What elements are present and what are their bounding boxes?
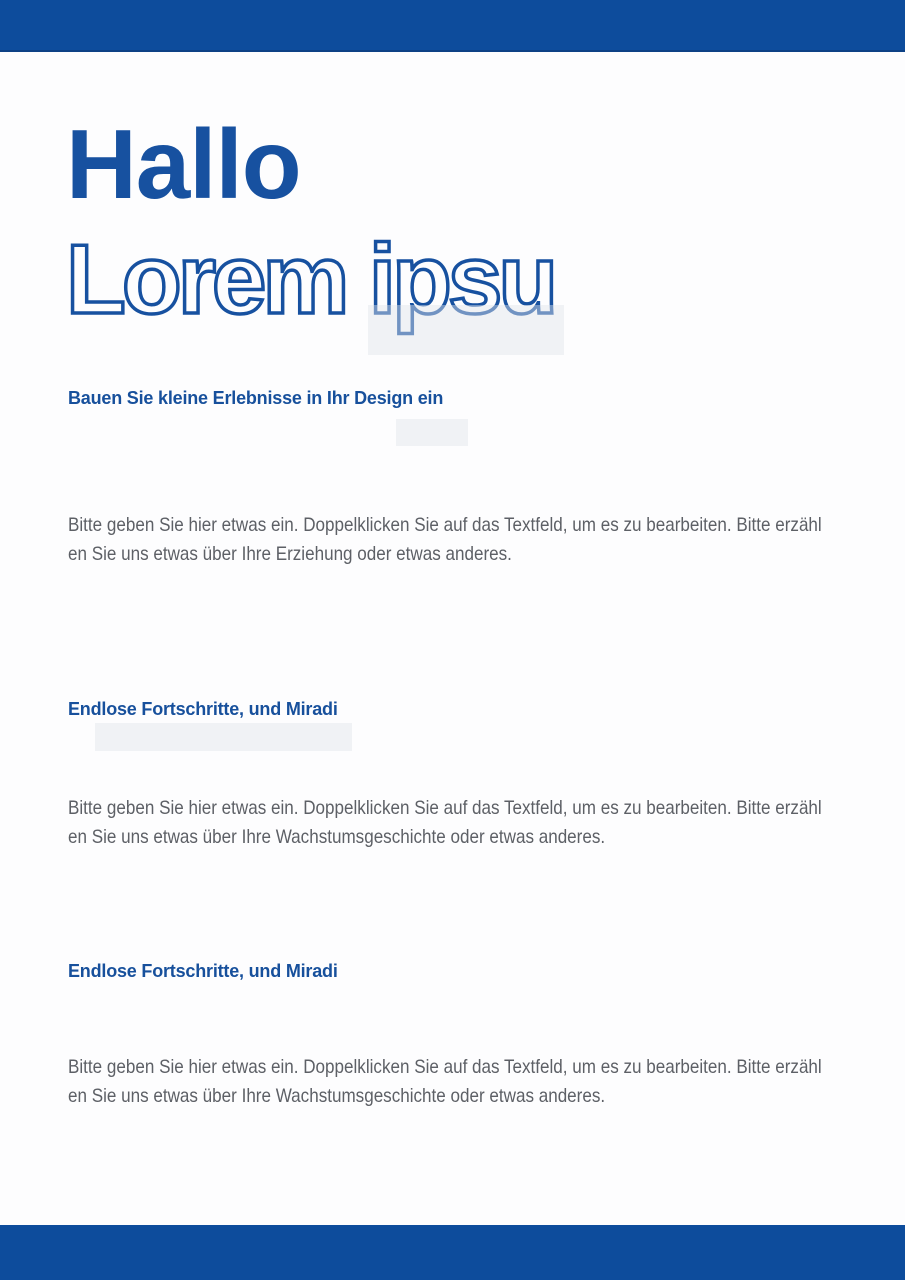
section-1-body[interactable]	[68, 511, 822, 569]
section-2-heading[interactable]: Endlose Fortschritte, und Miradi	[68, 699, 338, 719]
section-1-body-line-1: Bitte geben Sie hier etwas ein. Doppelklicken Sie auf das Textfeld, um es zu bearbeiten. Bitte erzähl	[68, 514, 822, 536]
section-3-heading[interactable]: Endlose Fortschritte, und Miradi	[68, 961, 338, 981]
section-1-heading[interactable]: Bauen Sie kleine Erlebnisse in Ihr Design ein	[68, 388, 444, 408]
ghost-textbox	[95, 723, 352, 751]
section-2-body-line-2: en Sie uns etwas über Ihre Wachstumsgeschichte oder etwas anderes.	[68, 826, 606, 848]
section-2-body[interactable]	[68, 794, 822, 852]
section-3-body[interactable]	[68, 1053, 822, 1111]
section-1-body-line-2: en Sie uns etwas über Ihre Erziehung oder etwas anderes.	[68, 543, 512, 565]
ghost-textbox	[396, 419, 468, 446]
section-2-body-line-1: Bitte geben Sie hier etwas ein. Doppelklicken Sie auf das Textfeld, um es zu bearbeiten. Bitte erzähl	[68, 797, 822, 819]
ghost-textbox	[368, 305, 564, 355]
bottom-accent-bar	[0, 1225, 905, 1280]
section-3-body-line-2: en Sie uns etwas über Ihre Wachstumsgeschichte oder etwas anderes.	[68, 1085, 606, 1107]
section-3-body-line-1: Bitte geben Sie hier etwas ein. Doppelklicken Sie auf das Textfeld, um es zu bearbeiten. Bitte erzähl	[68, 1056, 822, 1078]
hero-title-line2-outlined[interactable]: Lorem ipsu	[66, 224, 555, 334]
top-accent-bar	[0, 0, 905, 52]
hero-title-line1[interactable]: Hallo	[66, 109, 301, 219]
